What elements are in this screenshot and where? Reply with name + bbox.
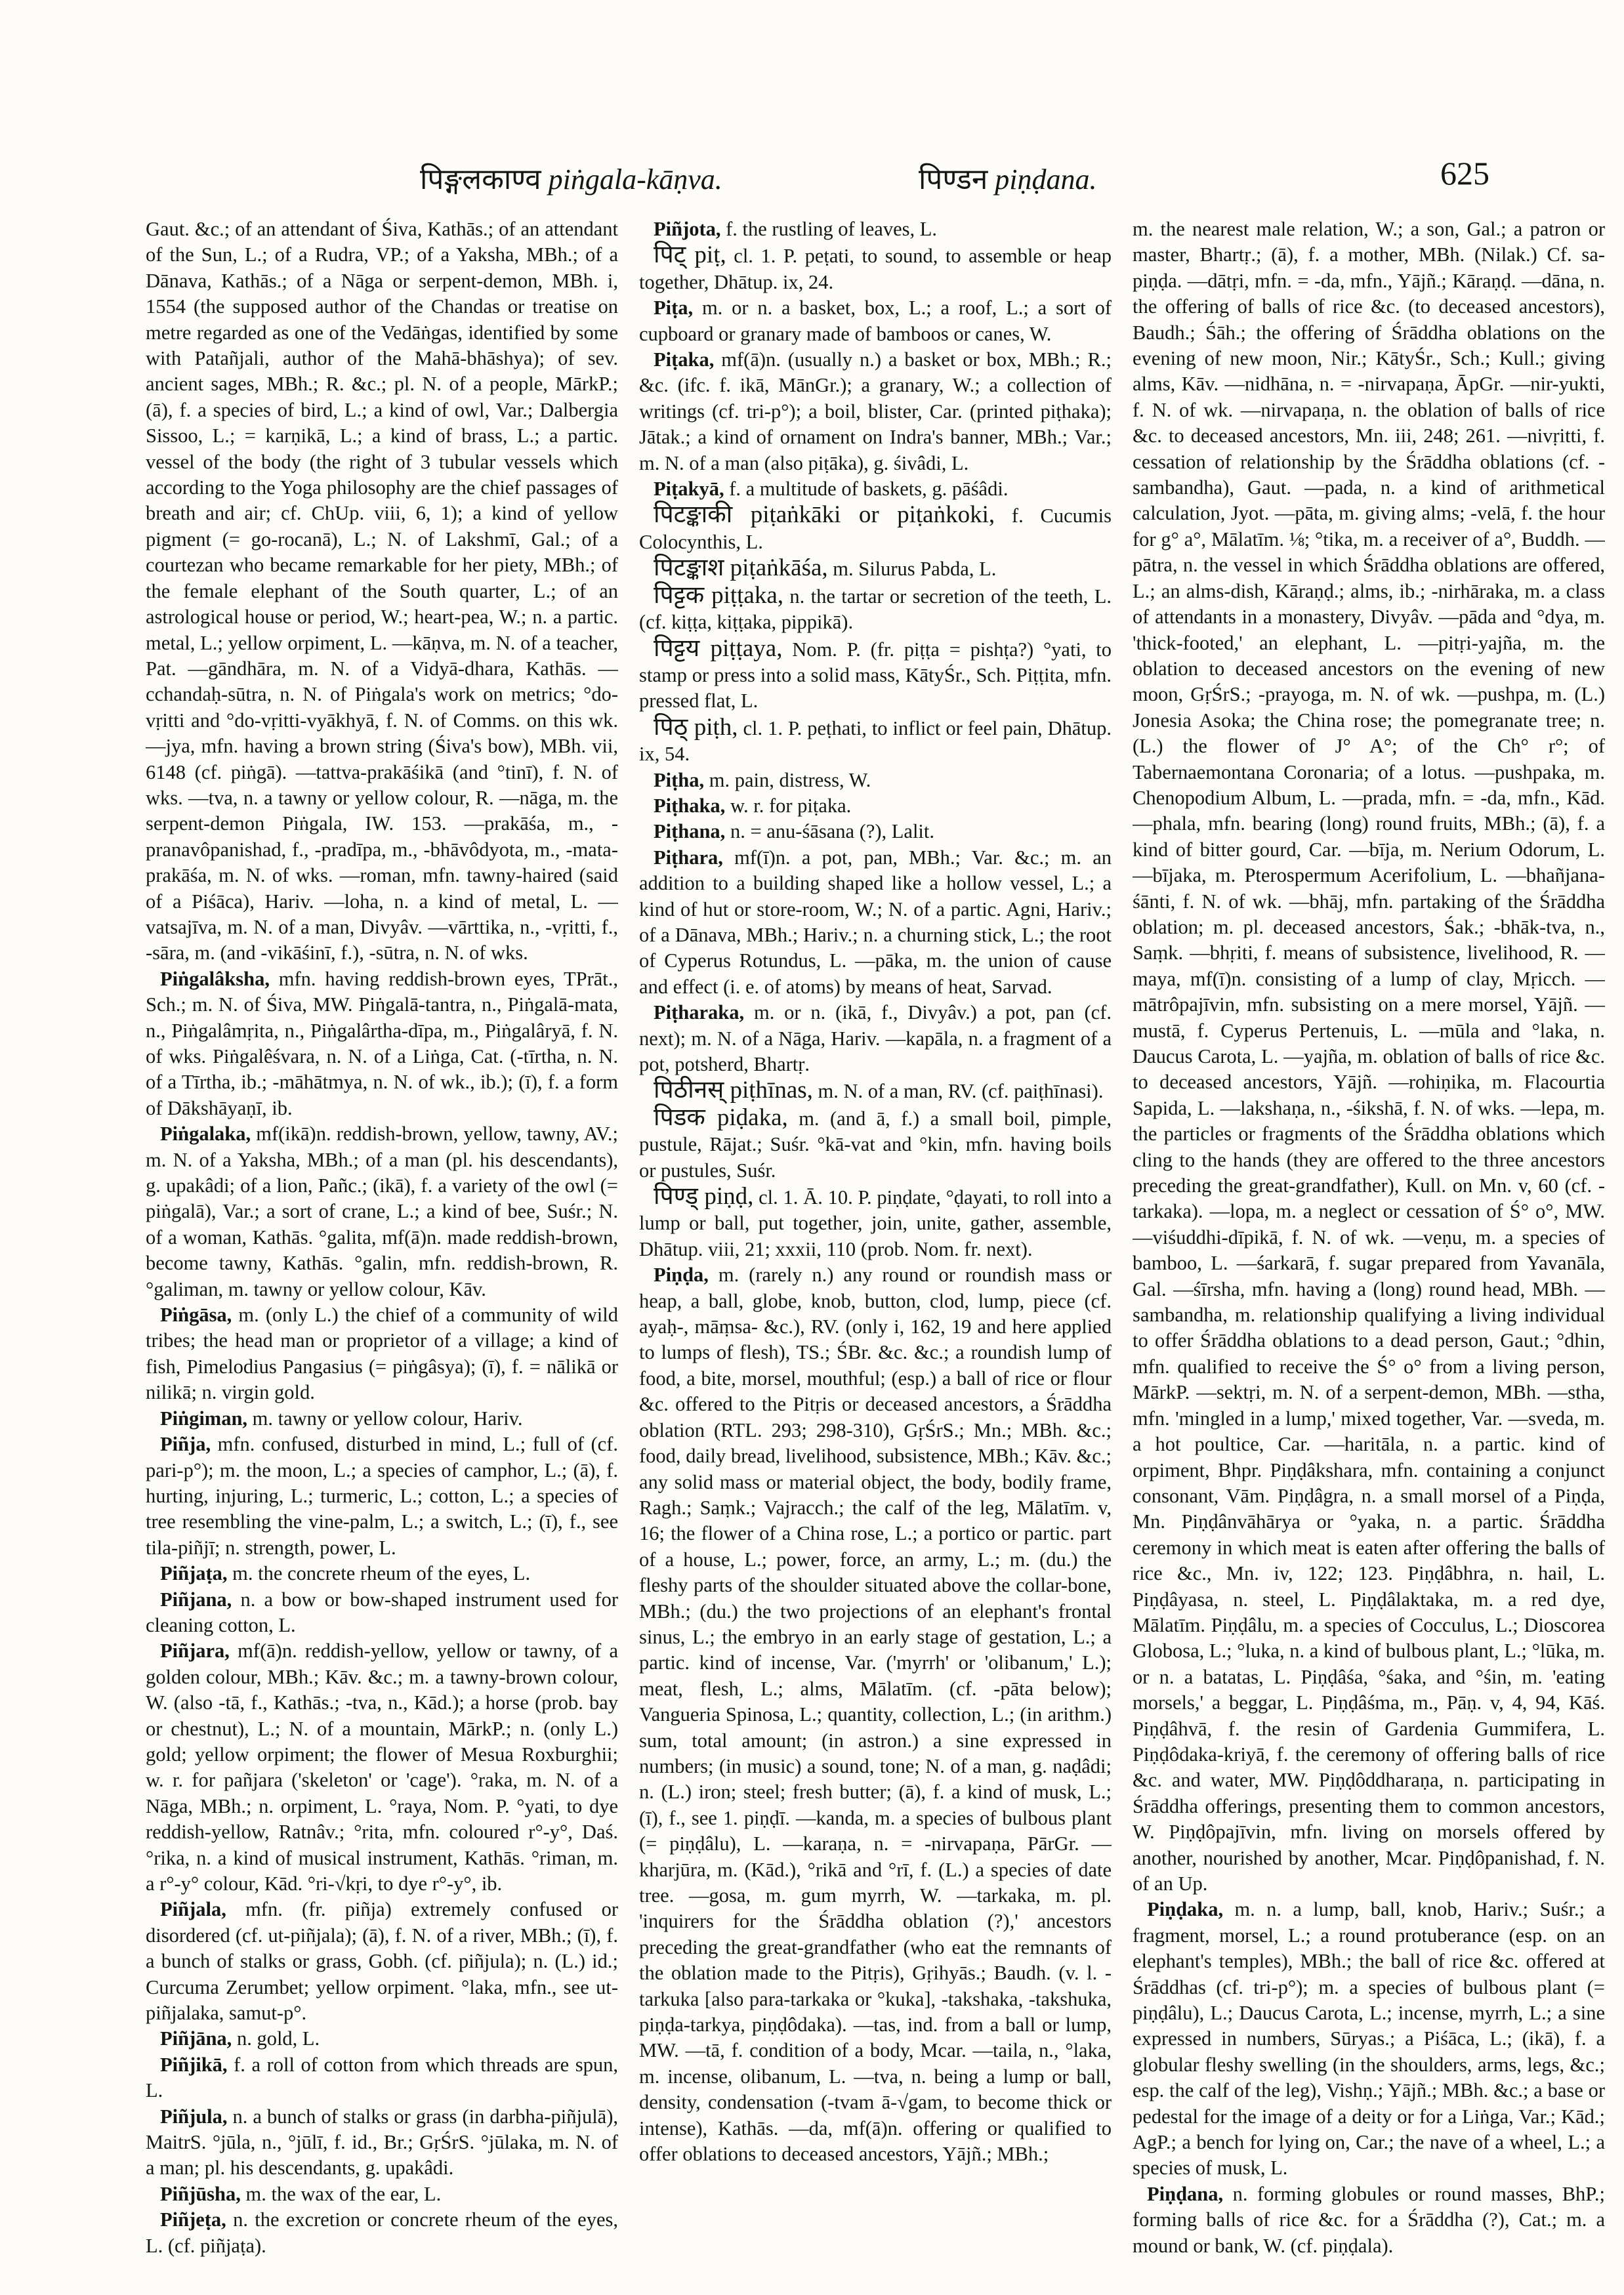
dictionary-entry	[639, 768, 1112, 793]
entry-definition: cl. 1. P. peṭhati, to inflict or feel pain, Dhātup. ix, 54.	[639, 716, 1112, 766]
entry-headword: Piṅgiman,	[160, 1407, 248, 1430]
entry-headword: Piṇḍana,	[1147, 2182, 1224, 2205]
entry-definition: m. or n. a basket, box, L.; a roof, L.; a sort of cupboard or granary made of bamboos or canes, W.	[639, 297, 1112, 345]
dictionary-entry	[639, 242, 1112, 295]
entry-definition: m. the concrete rheum of the eyes, L.	[227, 1562, 531, 1585]
entry-definition: f. the rustling of leaves, L.	[720, 218, 937, 240]
header-right-catchword	[919, 158, 1096, 197]
dictionary-entry	[1133, 2181, 1605, 2259]
entry-definition: cl. 1. P. peṭati, to sound, to assemble or heap together, Dhātup. ix, 24.	[639, 245, 1112, 293]
dictionary-entry	[146, 1302, 618, 1406]
header-left-transliteration: piṅgala-kāṇva.	[548, 163, 722, 196]
entry-headword: Piñjala,	[160, 1898, 226, 1921]
column-1	[146, 217, 618, 2264]
entry-definition: m. (only L.) the chief of a community of wild tribes; the head man or proprietor of a village; a kind of fish, Pimelodius Pangasius (= piṅgâsya); (ī), f. = nālikā or nilikā; n. virgin gold.	[146, 1304, 618, 1404]
entry-headword: पिठ् piṭh,	[654, 713, 738, 741]
page-number: 625	[1440, 155, 1489, 192]
entry-definition: n. gold, L.	[232, 2027, 320, 2050]
entry-headword: Piñjula,	[160, 2105, 228, 2128]
entry-headword: Piñjūsha,	[160, 2182, 241, 2205]
entry-definition: m. the wax of the ear, L.	[240, 2182, 442, 2205]
dictionary-entry	[639, 347, 1112, 476]
entry-headword: पिटङ्काकी piṭaṅkāki or piṭaṅkoki,	[654, 501, 995, 529]
dictionary-entry	[146, 1121, 618, 1302]
dictionary-entry	[146, 2026, 618, 2052]
header-right-devanagari: पिण्डन	[919, 163, 988, 196]
entry-definition: Gaut. &c.; of an attendant of Śiva, Kathās.; of an attendant of the Sun, L.; of a Rudra, VP.; of a Yaksha, MBh.; of a Dānava, Kathās.; of a Nāga or serpent-demon, MBh. i, 1554 (the supposed author of the Chandas or treatise on metre regarded as one of the Vedāṅgas, identified by some with Patañjali, author of the Mahā-bhāshya); of sev. ancient sages, MBh.; R. &c.; pl. N. of a people, MārkP.; (ā), f. a species of bird, L.; a kind of owl, Var.; Dalbergia Sissoo, L.; = karṇikā, L.; a kind of brass, L.; a partic. vessel of the body (the right of 3 tubular vessels which according to the Yoga philosophy are the chief passages of breath and air; cf. ChUp. viii, 6, 1); a kind of yellow pigment (= go-rocanā), L.; N. of Lakshmī, Gal.; of a courtezan who became remarkable for her piety, MBh.; of the female elephant of the South quarter, L.; of an astrological house or period, W.; heart-pea, W.; n. a partic. metal, L.; yellow orpiment, L. —kāṇva, m. N. of a teacher, Pat. —gāndhāra, m. N. of a Vidyā-dhara, Kathās. —cchandaḥ-sūtra, n. N. of Piṅgala's work on metrics; °do-vṛitti and °do-vṛitti-vyākhyā, f. N. of Comms. on this wk. —jya, mfn. having a brown string (Śiva's bow), MBh. vii, 6148 (cf. piṅgā). —tattva-prakāśikā (and °tinī), f. N. of wks. —tva, n. a tawny or yellow colour, R. —nāga, m. the serpent-demon Piṅgala, IW. 153. —prakāśa, m., -pranavôpanishad, f., -pradīpa, m., -bhāvôdyota, m., -mata-prakāśa, m. N. of wks. —roman, mfn. tawny-haired (said of a Piśāca), Hariv. —loha, n. a kind of metal, L. —vatsajīva, m. N. of a man, Divyâv. —vārttika, n., -vṛitti, f., -sāra, m. (and -vikāśinī, f.), -sūtra, n. N. of wks.	[146, 218, 618, 964]
dictionary-entry	[639, 555, 1112, 582]
entry-headword: Piñjaṭa,	[160, 1562, 228, 1585]
dictionary-entry	[146, 217, 618, 966]
entry-headword: Piṭa,	[654, 297, 694, 320]
dictionary-entry	[146, 2104, 618, 2181]
dictionary-entry	[639, 793, 1112, 819]
column-2	[639, 217, 1112, 2264]
dictionary-entry	[146, 2207, 618, 2259]
entry-definition: mf(ā)n. (usually n.) a basket or box, MBh.; R.; &c. (ifc. f. ikā, MānGr.); a granary, W.; a collection of writings (cf. tri-p°); a boil, blister, Car. (printed piṭhaka); Jātak.; a kind of ornament on Indra's banner, MBh.; Var.; m. N. of a man (also piṭāka), g. śivâdi, L.	[639, 348, 1112, 474]
entry-headword: Piṅgalâksha,	[160, 967, 270, 990]
entry-headword: पिण्ड् piṇḍ,	[654, 1183, 754, 1210]
column-3	[1133, 217, 1605, 2264]
dictionary-entry	[639, 636, 1112, 714]
dictionary-entry	[146, 1897, 618, 2026]
entry-headword: Piṭhaka,	[654, 794, 726, 817]
entry-headword: पिट्टक piṭṭaka,	[654, 581, 784, 609]
entry-definition: n. the tartar or secretion of the teeth, L. (cf. kiṭṭa, kiṭṭaka, pippikā).	[639, 585, 1112, 634]
dictionary-entry	[146, 1432, 618, 1561]
header-left-devanagari: पिङ्गलकाण्व	[420, 163, 541, 196]
dictionary-entry	[639, 1077, 1112, 1104]
running-header	[144, 154, 1489, 200]
entry-definition: f. a multitude of baskets, g. pāśâdi.	[724, 478, 1009, 501]
dictionary-entry	[639, 583, 1112, 636]
entry-headword: पिटङ्काश piṭaṅkāśa,	[654, 554, 828, 582]
dictionary-entry	[146, 1638, 618, 1897]
entry-definition: mfn. confused, disturbed in mind, L.; full of (cf. pari-p°); m. the moon, L.; a species of camphor, L.; (ā), f. hurting, injuring, L.; turmeric, L.; cotton, L.; a species of tree resembling the vine-palm, L.; a switch, L.; (ī), f., see tila-piñjī; n. strength, power, L.	[146, 1433, 618, 1559]
dictionary-entry	[639, 1262, 1112, 2167]
entry-headword: Piñjāna,	[160, 2027, 232, 2050]
entry-headword: Piñjeṭa,	[160, 2208, 226, 2231]
entry-definition: m. Silurus Pabda, L.	[827, 558, 997, 581]
entry-definition: m. N. of a man, RV. (cf. paiṭhīnasi).	[812, 1080, 1104, 1103]
entry-definition: Nom. P. (fr. piṭṭa = pishṭa?) °yati, to stamp or press into a solid mass, KātyŚr., Sch. Piṭṭita, mfn. pressed flat, L.	[639, 638, 1112, 713]
entry-definition: cl. 1. Ā. 10. P. piṇḍate, °ḍayati, to roll into a lump or ball, put together, join, unite, gather, assemble, Dhātup. viii, 21; xxxii, 110 (prob. Nom. fr. next).	[639, 1186, 1112, 1260]
dictionary-entry	[639, 1184, 1112, 1262]
header-right-transliteration: piṇḍana.	[995, 163, 1097, 196]
entry-headword: Piñja,	[160, 1433, 211, 1456]
dictionary-entry	[639, 295, 1112, 347]
entry-definition: f. a roll of cotton from which threads are spun, L.	[146, 2053, 618, 2102]
entry-headword: पिठीनस् piṭhīnas,	[654, 1077, 813, 1104]
entry-definition: mfn. (fr. piñja) extremely confused or disordered (cf. ut-piñjala); (ā), f. N. of a river, MBh.; (ī), f. a bunch of stalks or grass, Gobh. (cf. piñjula); n. (L.) id.; Curcuma Zerumbet; yellow orpiment. °laka, mfn., see ut-piñjalaka, samut-p°.	[146, 1898, 618, 2025]
entry-headword: Piṅgāsa,	[160, 1304, 232, 1327]
entry-definition: n. a bunch of stalks or grass (in darbha-piñjulā), MaitrS. °jūla, n., °jūlī, f. id., Br.; GṛŚrS. °jūlaka, m. N. of a man; pl. his descendants, g. upakâdi.	[146, 2105, 618, 2180]
entry-definition: m. tawny or yellow colour, Hariv.	[247, 1407, 523, 1430]
dictionary-entry	[146, 2181, 618, 2207]
entry-headword: Piñjana,	[160, 1588, 232, 1611]
dictionary-entry	[1133, 1897, 1605, 2181]
entry-definition: mf(ī)n. a pot, pan, MBh.; Var. &c.; m. an addition to a building shaped like a hollow vessel, L.; a kind of hut or store-room, W.; N. of a partic. Agni, Hariv.; of a Dānava, MBh.; Hariv.; n. a churning stick, L.; the root of Cyperus Rotundus, L. —pāka, m. the union of cause and effect (i. e. of atoms) by means of heat, Sarvad.	[639, 846, 1112, 998]
dictionary-entry	[146, 1561, 618, 1586]
dictionary-entry	[146, 1406, 618, 1432]
dictionary-entry	[146, 966, 618, 1121]
dictionary-entry	[639, 502, 1112, 555]
dictionary-entry	[639, 1000, 1112, 1077]
dictionary-entry	[639, 476, 1112, 502]
header-left-catchword	[420, 158, 722, 197]
entry-definition: mf(ā)n. reddish-yellow, yellow or tawny, of a golden colour, MBh.; Kāv. &c.; m. a tawny-brown colour, W. (also -tā, f., Kathās.; -tva, n., Kād.); a horse (prob. bay or chestnut), L.; N. of a mountain, MārkP.; n. (only L.) gold; yellow orpiment; the flower of Mesua Roxburghii; w. r. for pañjara ('skeleton' or 'cage'). °raka, m. N. of a Nāga, MBh.; n. orpiment, L. °raya, Nom. P. °yati, to dye reddish-yellow, Ratnâv.; °rita, mfn. coloured r°-y°, Daś. °rika, n. a kind of musical instrument, Kathās. °riman, m. a r°-y° colour, Kād. °ri-√kṛi, to dye r°-y°, ib.	[146, 1640, 618, 1895]
entry-definition: f. Cucumis Colocynthis, L.	[639, 505, 1112, 553]
dictionary-entry	[639, 845, 1112, 1000]
dictionary-entry	[639, 714, 1112, 768]
entry-headword: Piṇḍa,	[654, 1264, 709, 1287]
dictionary-entry	[639, 217, 1112, 242]
entry-headword: पिट् piṭ,	[654, 241, 726, 269]
entry-headword: Piṭaka,	[654, 348, 715, 371]
entry-headword: Piñjikā,	[160, 2053, 228, 2076]
entry-headword: Piñjara,	[160, 1640, 230, 1663]
entry-headword: Piṅgalaka,	[160, 1123, 251, 1146]
dictionary-entry	[146, 1587, 618, 1639]
entry-headword: Piṭhara,	[654, 846, 723, 869]
dictionary-entry	[1133, 217, 1605, 1897]
entry-definition: n. forming globules or round masses, BhP.; forming balls of rice &c. for a Śrāddha (?), Cat.; m. a mound or bank, W. (cf. piṇḍala).	[1133, 2182, 1605, 2257]
dictionary-entry	[639, 819, 1112, 844]
entry-definition: m. n. a lump, ball, knob, Hariv.; Suśr.; a fragment, morsel, L.; a round protuberance (esp. on an elephant's temples), MBh.; the ball of rice &c. offered at Śrāddhas (cf. tri-p°); m. a species of bulbous plant (= piṇḍâlu), L.; Daucus Carota, L.; incense, myrrh, L.; a sine expressed in numbers, Sūryas.; a Piśāca, L.; (ikā), f. a globular fleshy swelling (in the shoulders, arms, legs, &c.; esp. the calf of the leg), Vishṇ.; Yājñ.; MBh. &c.; a base or pedestal for the image of a deity or for a Liṅga, Var.; Kād.; AgP.; a bench for lying on, Car.; the nave of a wheel, L.; a species of musk, L.	[1133, 1898, 1605, 2180]
entry-definition: m. the nearest male relation, W.; a son, Gal.; a patron or master, Bhartṛ.; (ā), f. a mother, MBh. (Nilak.) Cf. sa-piṇḍa. —dātṛi, mfn. = -da, mfn., Yājñ.; Kāraṇḍ. —dāna, n. the offering of balls of rice &c. (to deceased ancestors), Baudh.; Śāh.; the offering of Śrāddha oblations on the evening of new moon, Nir.; KātyŚr., Sch.; Kull.; giving alms, Kāv. —nidhāna, n. = -nirvapaṇa, ĀpGr. —nir-yukti, f. N. of wk. —nirvapaṇa, n. the oblation of balls of rice &c. to deceased ancestors, Mn. iii, 248; 261. —nivṛitti, f. cessation of relationship by the Śrāddha oblations (cf. -sambandha), Gaut. —pada, n. a kind of arithmetical calculation, Jyot. —pāta, m. giving alms; -velā, f. the hour for g° a°, Mālatīm. ⅛; °tika, m. a receiver of a°, Buddh. —pātra, n. the vessel in which Śrāddha oblations are offered, L.; an alms-dish, Kāraṇḍ.; alms, ib.; -nirhāraka, m. a class of attendants in a monastery, Divyâv. —pāda and °dya, m. 'thick-footed,' an elephant, L. —pitṛi-yajña, m. the oblation to deceased ancestors on the evening of new moon, GṛŚrS.; -prayoga, m. N. of wk. —pushpa, m. (L.) Jonesia Asoka; the China rose; the pomegranate tree; n. (L.) the flower of J° A°; of the Ch° r°; of Tabernaemontana Coronaria; of a lotus. —pushpaka, m. Chenopodium Album, L. —prada, mfn. = -da, mfn., Kād. —phala, mfn. bearing (long) round fruits, MBh.; (ā), f. a kind of bitter gourd, Car. —bīja, m. Nerium Odorum, L. —bījaka, m. Pterospermum Acerifolium, L. —bhañjana-śānti, f. N. of wk. —bhāj, mfn. partaking of the Śrāddha oblation; m. pl. deceased ancestors, Śak.; -bhāk-tva, n., Saṃk. —bhṛiti, f. means of subsistence, livelihood, R. —maya, mf(ī)n. consisting of a lump of clay, Mṛicch. —mātrôpajīvin, mfn. subsisting on a mere morsel, Yājñ. —mustā, f. Cyperus Pertenuis, L. —mūla and °laka, n. Daucus Carota, L. —yajña, m. oblation of balls of rice &c. to deceased ancestors, Yājñ. —rohiṇika, m. Flacourtia Sapida, L. —lakshaṇa, n., -śikshā, f. N. of wks. —lepa, m. the particles or fragments of the Śrāddha oblations which cling to the hands (they are offered to the three ancestors preceding the great-grandfather), Kull. on Mn. v, 60 (cf. -tarkaka). —lopa, m. a neglect or cessation of Ś° o°, MW. —viśuddhi-dīpikā, f. N. of wk. —veṇu, m. a species of bamboo, L. —śarkarā, f. sugar prepared from Yavanāla, Gal. —śīrsha, mfn. having a (long) round head, MBh. —sambandha, m. relationship qualifying a living individual to offer Śrāddha oblations to a dead person, Gaut.; °dhin, mfn. qualified to receive the Ś° o° from a living person, MārkP. —sektṛi, m. N. of a serpent-demon, MBh. —stha, mfn. 'mingled in a lump,' mixed together, Var. —sveda, m. a hot poultice, Car. —haritāla, n. a partic. kind of orpiment, Bhpr. Piṇḍâkshara, mfn. containing a conjunct consonant, Vām. Piṇḍâgra, n. a small morsel of a Piṇḍa, Mn. Piṇḍânvāhārya or °yaka, n. a partic. Śrāddha ceremony in which meat is eaten after offering the balls of rice &c., Mn. iv, 122; 123. Piṇḍâbhra, n. hail, L. Piṇḍâyasa, n. steel, L. Piṇḍâlaktaka, m. a red dye, Mālatīm. Piṇḍâlu, m. a species of Cocculus, L.; Dioscorea Globosa, L.; °luka, n. a kind of bulbous plant, L.; °lūka, m. or n. a batatas, L. Piṇḍâśa, °śaka, and °śin, m. 'eating morsels,' a beggar, L. Piṇḍâśma, m., Pāṇ. v, 4, 94, Kāś. Piṇḍâhvā, f. the resin of Gardenia Gummifera, L. Piṇḍôdaka-kriyā, f. the ceremony of offering balls of rice &c. and water, MW. Piṇḍôddharaṇa, n. participating in Śrāddha offerings, presenting them to common ancestors, W. Piṇḍôpajīvin, mfn. living on morsels offered by another, nourished by another, Mcar. Piṇḍôpanishad, f. N. of an Up.	[1133, 218, 1605, 1895]
entry-headword: Piṭharaka,	[654, 1001, 745, 1024]
entry-definition: n. a bow or bow-shaped instrument used for cleaning cotton, L.	[146, 1588, 618, 1636]
entry-definition: mf(ikā)n. reddish-brown, yellow, tawny, AV.; m. N. of a Yaksha, MBh.; of a man (pl. his descendants), g. upakâdi; of a lion, Pañc.; (ikā), f. a variety of the owl (= piṅgalā), Var.; a sort of crane, L.; a kind of bee, Suśr.; N. of a woman, Kathās. °galita, mf(ā)n. made reddish-brown, become tawny, Kathās. °galin, mfn. reddish-brown, R. °galiman, m. tawny or yellow colour, Kāv.	[146, 1123, 618, 1300]
entry-definition: n. = anu-śāsana (?), Lalit.	[725, 820, 934, 843]
entry-headword: Piṭakyā,	[654, 478, 724, 501]
entry-headword: Piṇḍaka,	[1147, 1898, 1224, 1921]
entry-definition: m. (rarely n.) any round or roundish mass or heap, a ball, globe, knob, button, clod, lump, piece (cf. ayaḥ-, māṃsa- &c.), RV. (only i, 162, 19 and here applied to lumps of flesh), TS.; ŚBr. &c. &c.; a roundish lump of food, a bite, morsel, mouthful; (esp.) a ball of rice or flour &c. offered to the Pitṛis or deceased ancestors, a Śrāddha oblation (RTL. 293; 298-310), GṛŚrS.; Mn.; MBh. &c.; food, daily bread, livelihood, subsistence, MBh.; Kāv. &c.; any solid mass or material object, the body, bodily frame, Ragh.; Saṃk.; Vajracch.; the calf of the leg, Mālatīm. v, 16; the flower of a China rose, L.; a portico or partic. part of a house, L.; power, force, an army, L.; m. (du.) the fleshy parts of the shoulder situated above the collar-bone, MBh.; (du.) the two projections of an elephant's frontal sinus, L.; the embryo in an early stage of gestation, L.; a partic. kind of incense, Var. ('myrrh' or 'olibanum,' L.); meat, flesh, L.; alms, Mālatīm. (cf. -pāta below); Vangueria Spinosa, L.; quantity, collection, L.; (in arithm.) sum, total amount; (in astron.) a sine expressed in numbers; (in music) a sound, tone; N. of a man, g. naḍâdi; n. (L.) iron; steel; fresh butter; (ā), f. a kind of musk, L.; (ī), f., see 1. piṇḍī. —kanda, m. a species of bulbous plant (= piṇḍâlu), L. —karaṇa, n. = -nirvapaṇa, PārGr. —kharjūra, m. (Kād.), °rikā and °rī, f. (L.) a species of date tree. —gosa, m. gum myrrh, W. —tarkaka, m. pl. 'inquirers for the Śrāddha oblation (?),' ancestors preceding the great-grandfather (who eat the remnants of the oblation made to the Pitṛis), Gṛihyās.; Baudh. (v. l. -tarkuka [also para-tarkaka or °kuka], -takshaka, -takshuka, piṇḍa-tarkya, piṇḍôdaka). —tas, ind. from a ball or lump, MW. —tā, f. condition of a body, Mcar. —taila, n., °laka, m. incense, olibanum, L. —tva, n. being a lump or ball, density, condensation (-tvam ā-√gam, to become thick or intense), Kathās. —da, mf(ā)n. offering or qualified to offer oblations to deceased ancestors, Yājñ.; MBh.;	[639, 1264, 1112, 2166]
entry-definition: n. the excretion or concrete rheum of the eyes, L. (cf. piñjaṭa).	[146, 2208, 618, 2257]
entry-definition: mfn. having reddish-brown eyes, TPrāt., Sch.; m. N. of Śiva, MW. Piṅgalā-tantra, n., Piṅgalā-mata, n., Piṅgalâmṛita, n., Piṅgalârtha-dīpa, m., Piṅgalâryā, f. N. of wks. Piṅgalêśvara, n. N. of a Liṅga, Cat. (-tīrtha, n. N. of a Tīrtha, ib.; -māhātmya, n. N. of wk., ib.); (ī), f. a form of Dākshāyaṇī, ib.	[146, 967, 618, 1119]
entry-headword: पिडक piḍaka,	[654, 1104, 788, 1131]
dictionary-entry	[146, 2052, 618, 2104]
entry-headword: Piṭhana,	[654, 820, 726, 843]
entry-definition: m. or n. (ikā, f., Divyâv.) a pot, pan (cf. next); m. N. of a Nāga, Hariv. —kapāla, n. a fragment of a pot, potsherd, Bhartṛ.	[639, 1001, 1112, 1075]
entry-headword: पिट्टय piṭṭaya,	[654, 634, 783, 662]
entry-definition: m. pain, distress, W.	[704, 768, 871, 791]
entry-definition: m. (and ā, f.) a small boil, pimple, pustule, Rājat.; Suśr. °kā-vat and °kin, mfn. having boils or pustules, Suśr.	[639, 1107, 1112, 1182]
entry-headword: Piñjota,	[654, 218, 721, 240]
entry-headword: Piṭha,	[654, 768, 705, 791]
entry-definition: w. r. for piṭaka.	[725, 794, 852, 817]
dictionary-entry	[639, 1105, 1112, 1184]
